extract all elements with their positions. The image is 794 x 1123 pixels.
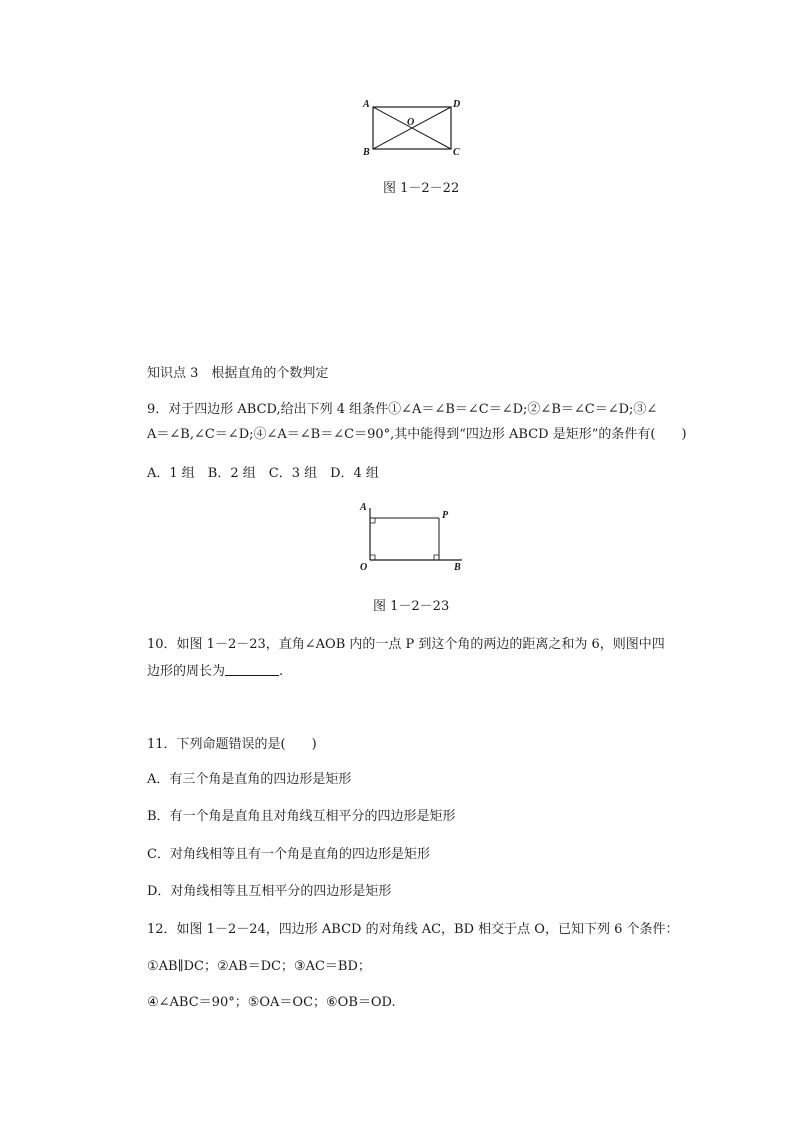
label-b: B (454, 562, 461, 573)
q10-line2 (147, 660, 283, 679)
figure-caption-22: 图 1－2－22 (383, 181, 460, 196)
q10-line1: 10．如图 1－2－23，直角∠AOB 内的一点 P 到这个角的两边的距离之和为 6，则图中四 (147, 637, 665, 652)
label-o: O (407, 117, 415, 128)
figure-caption-23: 图 1－2－23 (373, 599, 450, 614)
label-a: A (363, 99, 370, 110)
q9-options: A．1 组 B．2 组 C．3 组 D．4 组 (147, 466, 379, 481)
q11-option-c: C．对角线相等且有一个角是直角的四边形是矩形 (147, 847, 430, 862)
figure-1-2-23 (352, 498, 472, 578)
label-a: A (360, 502, 367, 513)
section-title: 知识点 3 根据直角的个数判定 (147, 366, 329, 381)
q9-line2-a: A＝∠B,∠C＝∠D;④∠A＝∠B＝∠C＝90° (147, 427, 391, 442)
q12-line1: 12．如图 1－2－24，四边形 ABCD 的对角线 AC，BD 相交于点 O，已知下列 6 个条件： (147, 922, 679, 937)
label-c: C (453, 147, 460, 158)
q11-stem-text: 11．下列命题错误的是( (147, 737, 286, 752)
q11-option-b: B．有一个角是直角且对角线互相平分的四边形是矩形 (147, 809, 456, 824)
label-b: B (363, 147, 370, 158)
q11-option-a: A．有三个角是直角的四边形是矩形 (147, 772, 352, 787)
q9-line2 (147, 423, 687, 442)
q9-line1: 9．对于四边形 ABCD,给出下列 4 组条件①∠A＝∠B＝∠C＝∠D;②∠B＝∠C＝∠D;③∠ (147, 402, 658, 417)
q12-line3: ④∠ABC＝90°；⑤OA＝OC；⑥OB＝OD. (147, 995, 396, 1010)
label-d: D (453, 99, 461, 110)
q9-line2-c: ) (681, 427, 687, 442)
figure-1-2-22 (355, 95, 465, 161)
q11-option-d: D．对角线相等且互相平分的四边形是矩形 (147, 884, 392, 899)
label-o: O (360, 562, 368, 573)
right-angle-mark (370, 518, 375, 523)
q10-line2-end: . (279, 664, 284, 679)
label-p: P (442, 510, 449, 521)
q12-line2: ①AB∥DC；②AB＝DC；③AC＝BD； (147, 959, 371, 974)
q11-stem (147, 733, 317, 752)
q10-line2-text: 边形的周长为 (147, 664, 226, 679)
right-angle-mark (370, 555, 375, 560)
q10-answer-blank[interactable] (225, 663, 279, 676)
q9-line2-b: ,其中能得到“四边形 ABCD 是矩形”的条件有( (390, 427, 656, 442)
q11-stem-end: ) (311, 737, 317, 752)
right-angle-mark (434, 555, 439, 560)
